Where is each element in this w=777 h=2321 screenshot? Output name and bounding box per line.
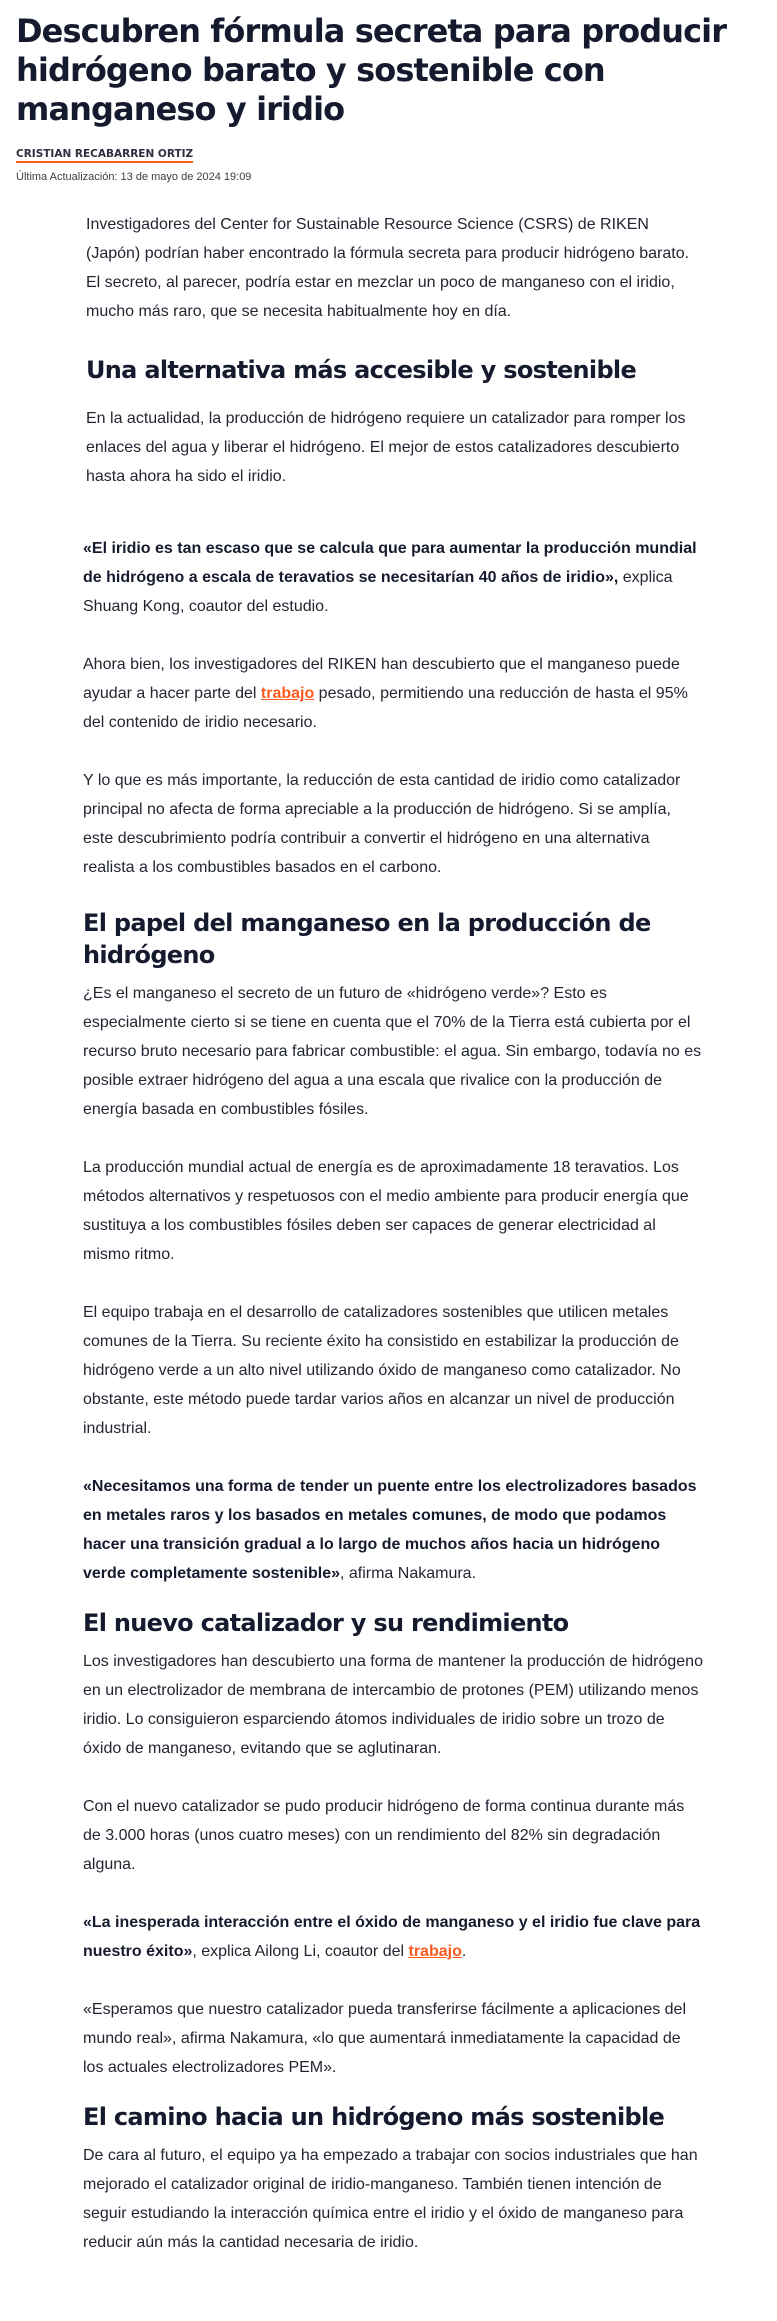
paragraph bbox=[83, 650, 703, 737]
quote-end: . bbox=[461, 1943, 467, 1960]
article-title: Descubren fórmula secreta para producir hidrógeno barato y sostenible con manganeso y iridio bbox=[16, 12, 727, 128]
quote-paragraph bbox=[83, 534, 703, 621]
trabajo-link[interactable]: trabajo bbox=[408, 1943, 462, 1960]
paragraph: La producción mundial actual de energía es de aproximadamente 18 teravatios. Los métodos alternativos y respetuosos con el medio ambiente para producir energía que sustituya a los combustibles fósiles deben ser capaces de generar electricidad al mismo ritmo. bbox=[83, 1159, 689, 1263]
author-link[interactable]: CRISTIAN RECABARREN ORTIZ bbox=[16, 147, 193, 163]
paragraph: «Esperamos que nuestro catalizador pueda transferirse fácilmente a aplicaciones del mundo real», afirma Nakamura, «lo que aumentará inmediatamente la capacidad de los actuales electrolizadores PEM». bbox=[83, 2001, 687, 2076]
quote-text: «Necesitamos una forma de tender un puente entre los electrolizadores basados en metales raros y los basados en metales comunes, de modo que podamos hacer una transición gradual a lo largo de muchos años hacia un hidrógeno verde completamente sostenible» bbox=[83, 1478, 697, 1582]
byline bbox=[0, 144, 777, 184]
paragraph: Con el nuevo catalizador se pudo producir hidrógeno de forma continua durante más de 3.000 horas (unos cuatro meses) con un rendimiento del 82% sin degradación alguna. bbox=[83, 1798, 685, 1873]
section-heading-catalizador: El nuevo catalizador y su rendimiento bbox=[83, 1609, 569, 1637]
section-heading-alternativa: Una alternativa más accesible y sostenible bbox=[86, 356, 637, 384]
quote-paragraph bbox=[83, 1472, 703, 1588]
section-heading-manganeso: El papel del manganeso en la producción de hidrógeno bbox=[83, 909, 651, 969]
paragraph-text: pesado, permitiendo una reducción de hasta el 95% del contenido de iridio necesario. bbox=[83, 685, 688, 731]
paragraph: De cara al futuro, el equipo ya ha empezado a trabajar con socios industriales que han mejorado el catalizador original de iridio-manganeso. También tienen intención de seguir estudiando la interacción química entre el iridio y el óxido de manganeso para reducir aún más la cantidad necesaria de iridio. bbox=[83, 2147, 698, 2251]
quote-paragraph bbox=[83, 1908, 703, 1966]
section-heading-camino: El camino hacia un hidrógeno más sostenible bbox=[83, 2103, 665, 2131]
trabajo-link[interactable]: trabajo bbox=[260, 685, 315, 702]
paragraph-text: Ahora bien, los investigadores del RIKEN han descubierto que el manganeso puede ayudar a hacer parte del bbox=[83, 656, 680, 702]
quote-attribution: , afirma Nakamura. bbox=[339, 1565, 477, 1582]
last-updated: Última Actualización: 13 de mayo de 2024 19:09 bbox=[16, 171, 252, 183]
paragraph: Y lo que es más importante, la reducción de esta cantidad de iridio como catalizador principal no afecta de forma apreciable a la producción de hidrógeno. Si se amplía, este descubrimiento podría contribuir a convertir el hidrógeno en una alternativa realista a los combustibles basados en el carbono. bbox=[83, 772, 681, 876]
paragraph: El equipo trabaja en el desarrollo de catalizadores sostenibles que utilicen metales comunes de la Tierra. Su reciente éxito ha consistido en estabilizar la producción de hidrógeno verde a un alto nivel utilizando óxido de manganeso como catalizador. No obstante, este método puede tardar varios años en alcanzar un nivel de producción industrial. bbox=[83, 1304, 681, 1437]
quote-attribution: explica Shuang Kong, coautor del estudio. bbox=[83, 569, 673, 615]
quote-text: «El iridio es tan escaso que se calcula que para aumentar la producción mundial de hidrógeno a escala de teravatios se necesitarían 40 años de iridio», bbox=[83, 540, 697, 586]
paragraph: Los investigadores han descubierto una forma de mantener la producción de hidrógeno en un electrolizador de membrana de intercambio de protones (PEM) utilizando menos iridio. Lo consiguieron esparciendo átomos individuales de iridio sobre un trozo de óxido de manganeso, evitando que se aglutinaran. bbox=[83, 1653, 703, 1757]
article-intro: Investigadores del Center for Sustainable Resource Science (CSRS) de RIKEN (Japón) podrían haber encontrado la fórmula secreta para producir hidrógeno barato. El secreto, al parecer, podría estar en mezclar un poco de manganeso con el iridio, mucho más raro, que se necesita habitualmente hoy en día. bbox=[86, 216, 690, 320]
article-body bbox=[83, 534, 703, 2257]
quote-text: «La inesperada interacción entre el óxido de manganeso y el iridio fue clave para nuestro éxito» bbox=[83, 1914, 701, 1960]
paragraph: ¿Es el manganeso el secreto de un futuro de «hidrógeno verde»? Esto es especialmente cierto si se tiene en cuenta que el 70% de la Tierra está cubierta por el recurso bruto necesario para fabricar combustible: el agua. Sin embargo, todavía no es posible extraer hidrógeno del agua a una escala que rivalice con la producción de energía basada en combustibles fósiles. bbox=[83, 985, 702, 1118]
quote-attribution: , explica Ailong Li, coautor del bbox=[192, 1943, 409, 1960]
paragraph: En la actualidad, la producción de hidrógeno requiere un catalizador para romper los enlaces del agua y liberar el hidrógeno. El mejor de estos catalizadores descubierto hasta ahora ha sido el iridio. bbox=[86, 410, 686, 485]
